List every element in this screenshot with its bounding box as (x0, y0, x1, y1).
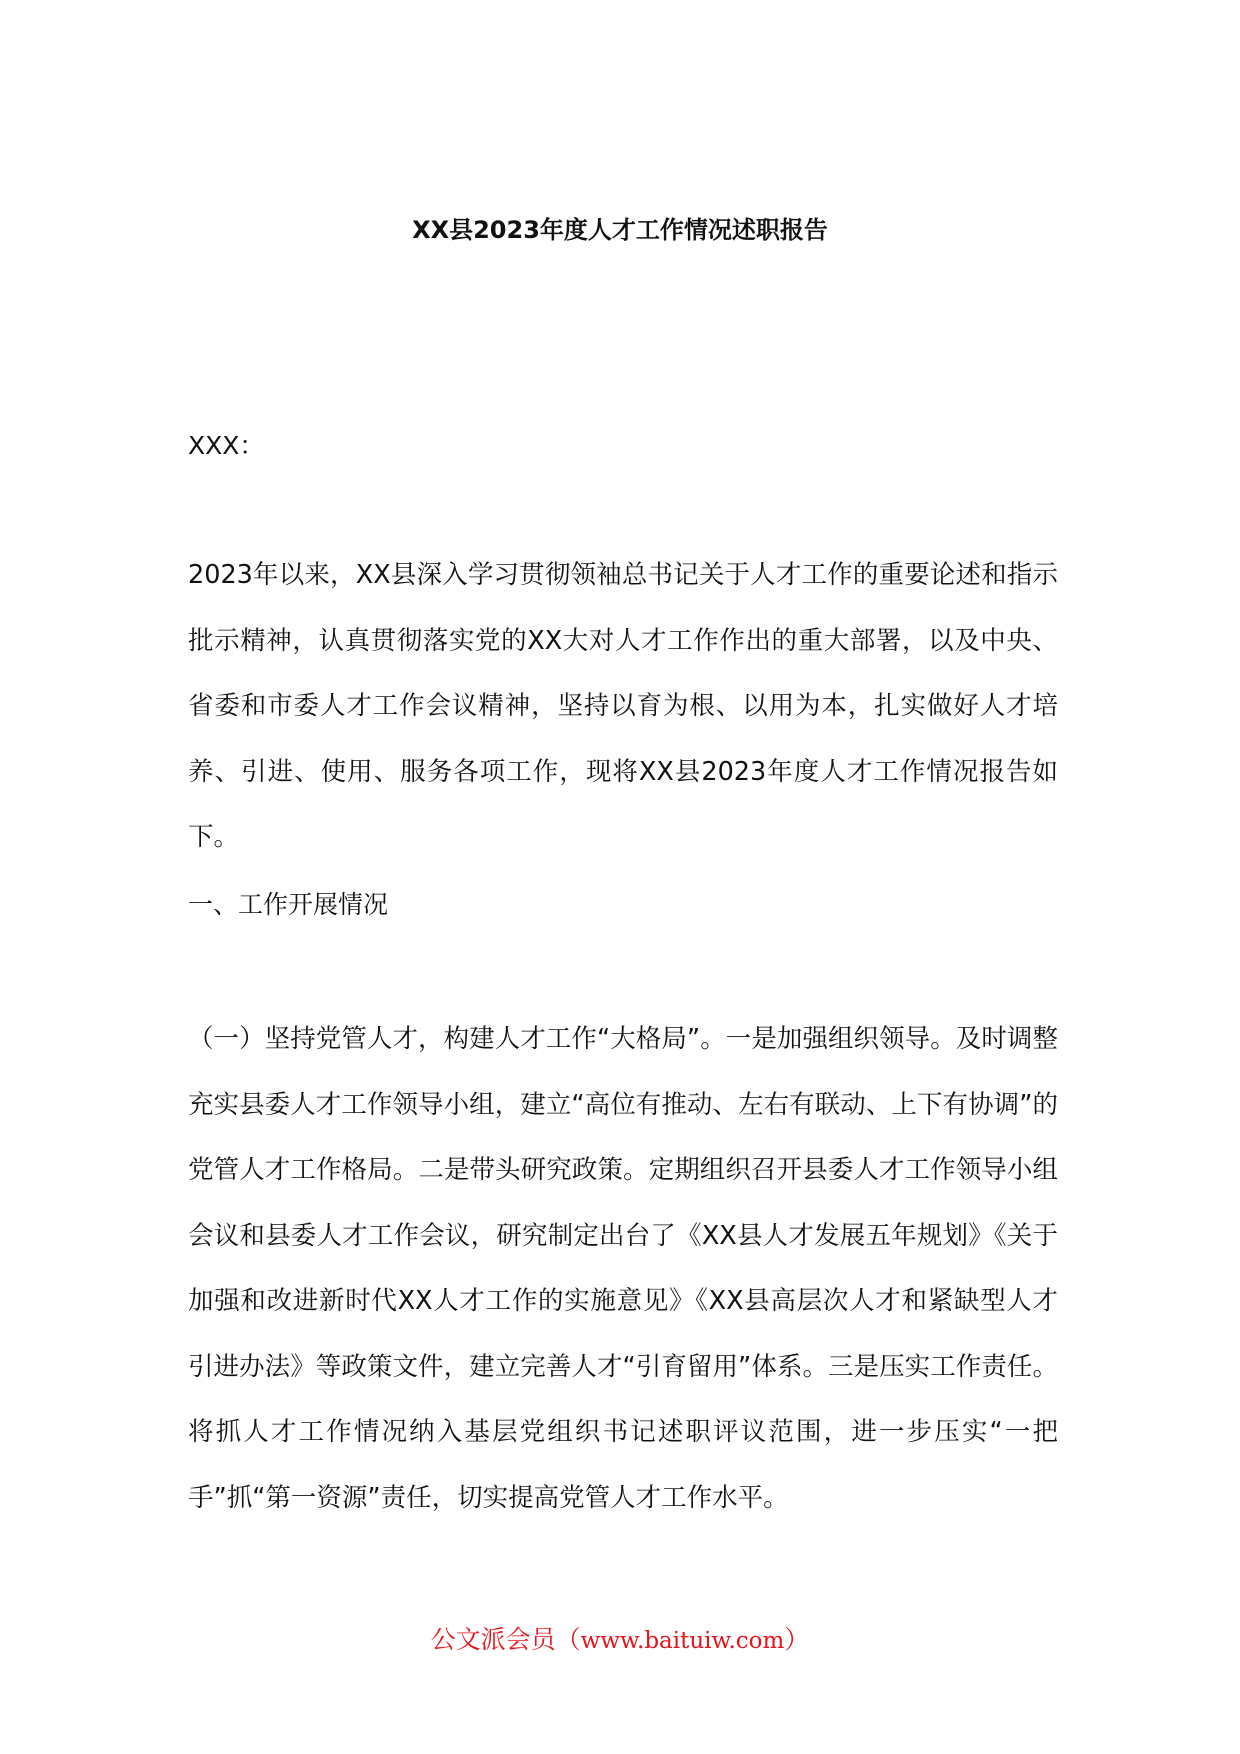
section-paragraph: （一）坚持党管人才，构建人才工作“大格局”。一是加强组织领导。及时调整充实县委人才工作领导小组，建立“高位有推动、左右有联动、上下有协调”的党管人才工作格局。二是带头研究政策。定期组织召开县委人才工作领导小组会议和县委人才工作会议，研究制定出台了《XX县人才发展五年规划》《关于加强和改进新时代XX人才工作的实施意见》《XX县高层次人才和紧缺型人才引进办法》等政策文件，建立完善人才“引育留用”体系。三是压实工作责任。将抓人才工作情况纳入基层党组织书记述职评议范围，进一步压实“一把手”抓“第一资源”责任，切实提高党管人才工作水平。 (188, 1024, 1058, 1513)
intro-paragraph: 2023年以来，XX县深入学习贯彻领袖总书记关于人才工作的重要论述和指示批示精神，认真贯彻落实党的XX大对人才工作作出的重大部署，以及中央、省委和市委人才工作会议精神，坚持以育为根、以用为本，扎实做好人才培养、引进、使用、服务各项工作，现将XX县2023年度人才工作情况报告如下。 (188, 560, 1058, 852)
footer-url-link[interactable]: www.baituiw.com (580, 1628, 785, 1654)
salutation: XXX： (188, 431, 265, 460)
document-title: XX县2023年度人才工作情况述职报告 (412, 216, 828, 244)
footer-watermark (0, 1620, 1240, 1661)
section-heading: 一、工作开展情况 (188, 890, 389, 919)
footer-prefix: 公文派会员（ (430, 1625, 581, 1654)
footer-suffix: ） (784, 1625, 810, 1654)
